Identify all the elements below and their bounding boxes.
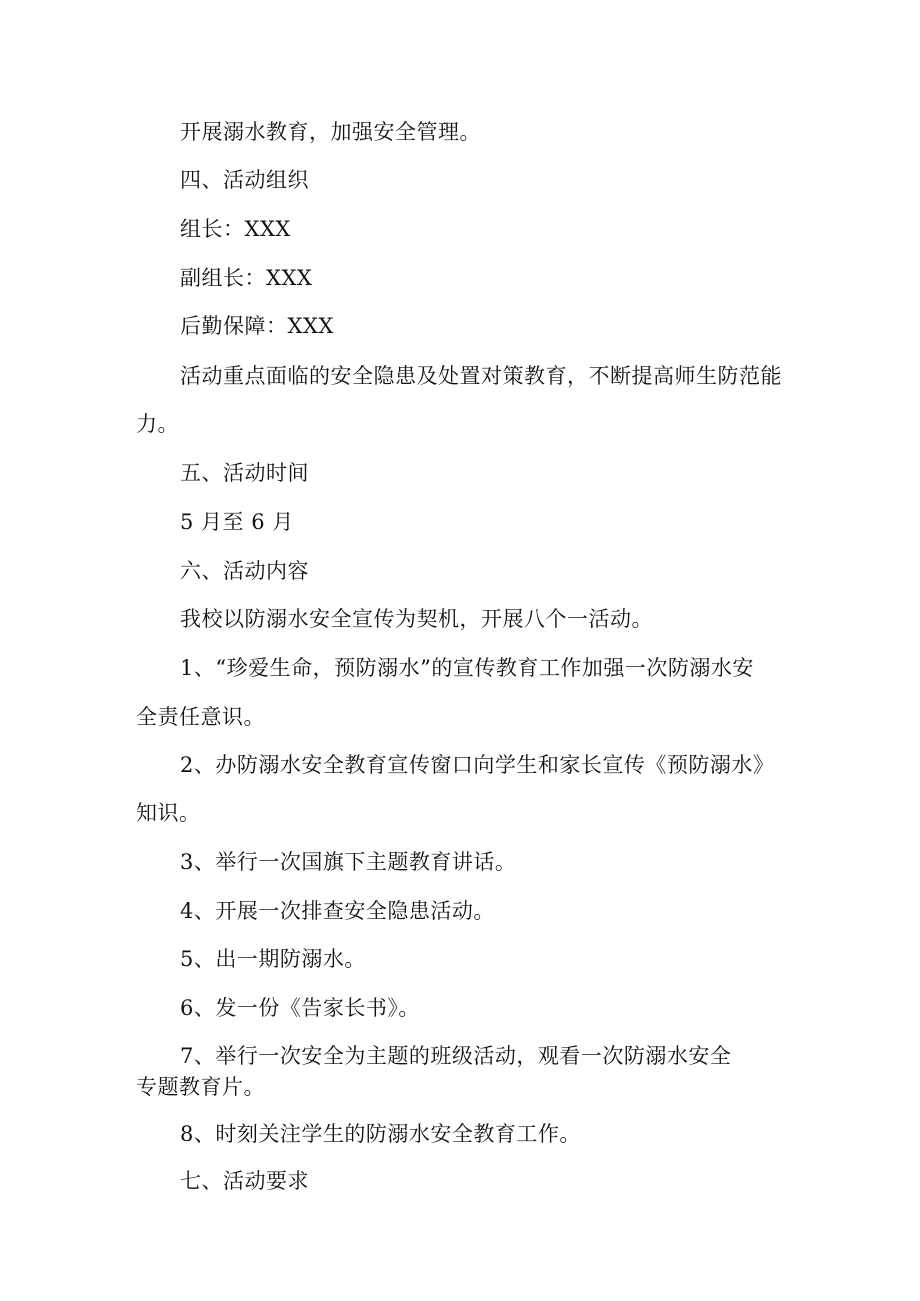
- paragraph-line: 我校以防溺水安全宣传为契机，开展八个一活动。: [180, 607, 653, 631]
- paragraph-line: 组长：XXX: [180, 217, 291, 241]
- section-heading-time: 五、活动时间: [180, 461, 309, 485]
- list-item-line: 2、办防溺水安全教育宣传窗口向学生和家长宣传《预防溺水》: [180, 753, 775, 777]
- list-item-line: 8、时刻关注学生的防溺水安全教育工作。: [180, 1122, 581, 1146]
- paragraph-line: 副组长：XXX: [180, 266, 313, 290]
- paragraph-line: 开展溺水教育，加强安全管理。: [180, 120, 481, 144]
- list-item-line: 6、发一份《告家长书》。: [180, 996, 420, 1020]
- list-item-line: 知识。: [136, 801, 201, 825]
- list-item-line: 7、举行一次安全为主题的班级活动，观看一次防溺水安全: [180, 1044, 732, 1068]
- list-item-line: 专题教育片。: [136, 1075, 265, 1099]
- list-item-line: 全责任意识。: [136, 705, 265, 729]
- section-heading-requirements: 七、活动要求: [180, 1169, 309, 1193]
- section-heading-content: 六、活动内容: [180, 559, 309, 583]
- paragraph-line: 活动重点面临的安全隐患及处置对策教育，不断提高师生防范能: [180, 364, 782, 388]
- list-item-line: 5、出一期防溺水。: [180, 947, 366, 971]
- paragraph-line: 力。: [136, 412, 179, 436]
- section-heading-organization: 四、活动组织: [180, 168, 309, 192]
- paragraph-line: 后勤保障：XXX: [180, 314, 334, 338]
- paragraph-line: 5 月至 6 月: [180, 510, 294, 534]
- list-item-line: 3、举行一次国旗下主题教育讲话。: [180, 850, 517, 874]
- list-item-line: 1、“珍爱生命，预防溺水”的宣传教育工作加强一次防溺水安: [180, 656, 754, 680]
- list-item-line: 4、开展一次排查安全隐患活动。: [180, 899, 495, 923]
